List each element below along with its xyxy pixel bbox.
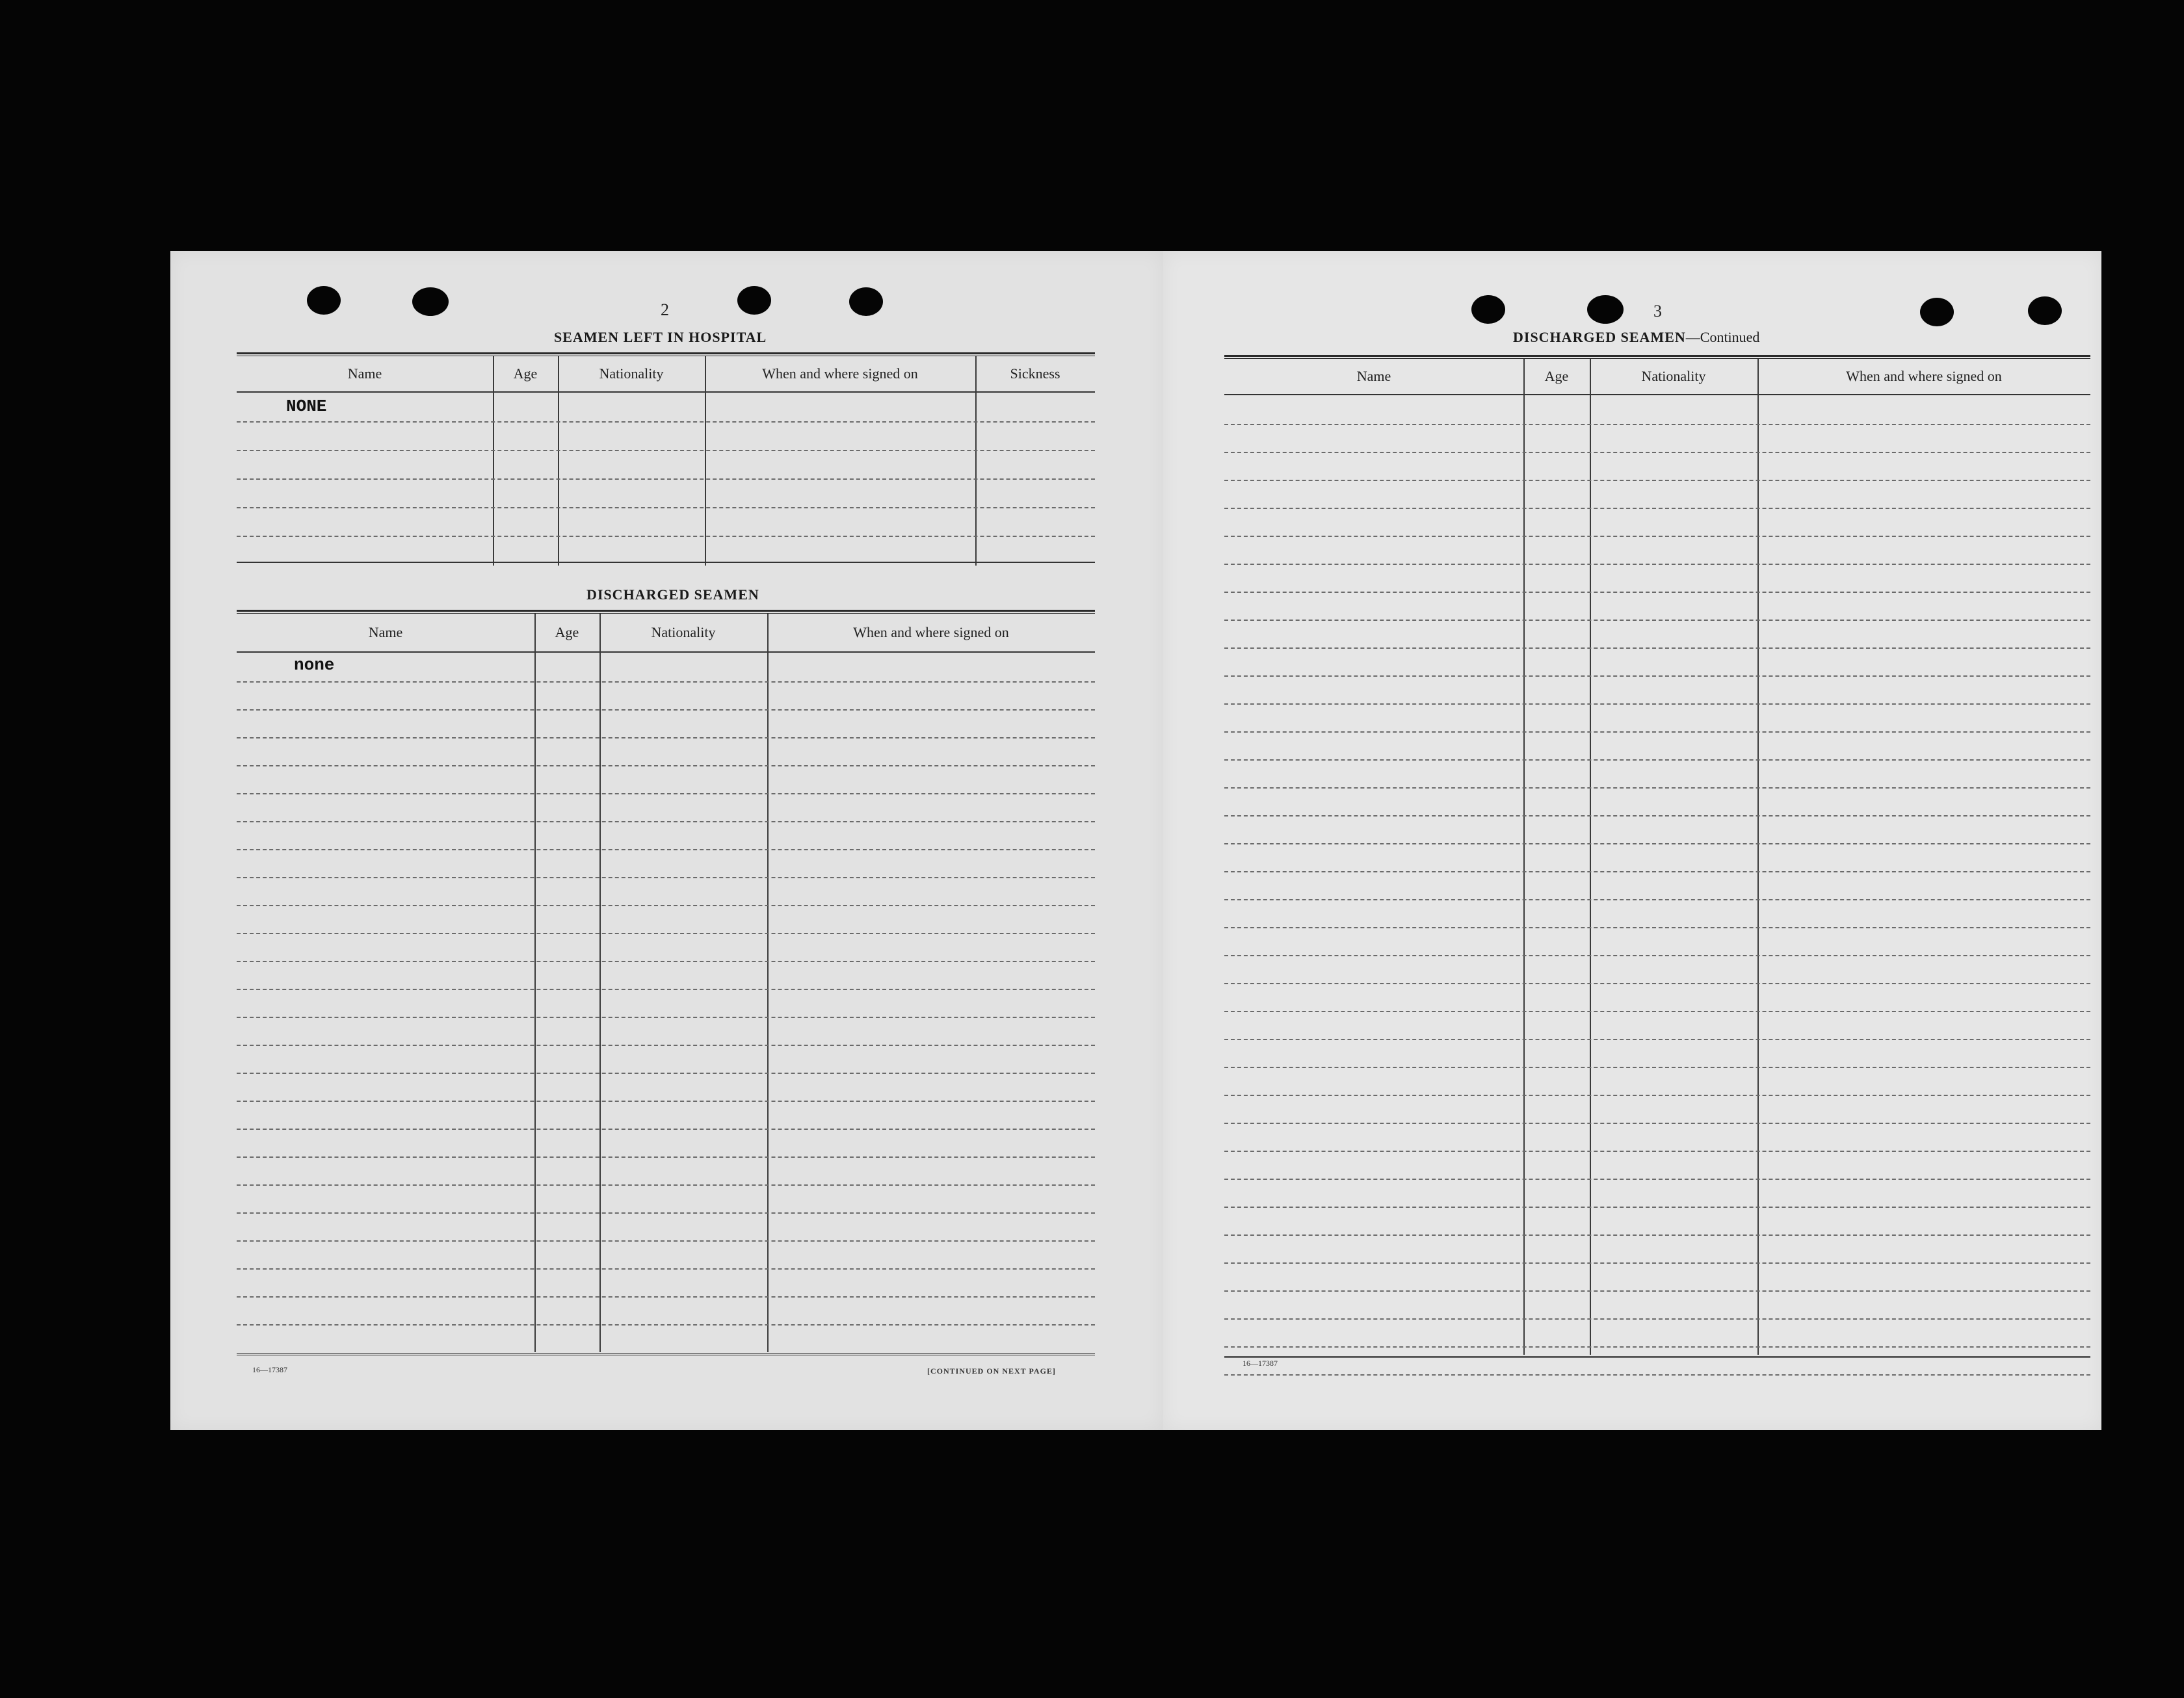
column-header-nationality: Nationality xyxy=(1641,368,1706,384)
row-line xyxy=(1224,843,2090,844)
discharged-continued-title-suffix: —Continued xyxy=(1685,329,1760,345)
hospital-section-title: SEAMEN LEFT IN HOSPITAL xyxy=(554,329,767,345)
row-line xyxy=(237,989,1095,990)
row-line xyxy=(237,478,1095,480)
row-line xyxy=(1224,1067,2090,1068)
table-bottom-rule xyxy=(1224,1356,2090,1358)
row-line xyxy=(1224,1290,2090,1292)
row-line xyxy=(237,1045,1095,1046)
row-line xyxy=(1224,871,2090,872)
punch-hole xyxy=(1587,295,1624,324)
column-divider xyxy=(975,356,977,566)
column-header-age: Age xyxy=(555,624,579,640)
column-header-name: Name xyxy=(368,624,403,640)
row-line xyxy=(237,507,1095,508)
discharged-table xyxy=(237,610,1095,1416)
right-page xyxy=(1163,251,2101,1430)
row-line xyxy=(1224,1095,2090,1096)
row-line xyxy=(237,1240,1095,1242)
row-line xyxy=(1224,480,2090,481)
row-line xyxy=(1224,675,2090,677)
column-header-signed-on: When and where signed on xyxy=(853,624,1009,640)
row-line xyxy=(1224,1011,2090,1012)
row-line xyxy=(1224,1123,2090,1124)
row-line xyxy=(237,681,1095,683)
column-header-age: Age xyxy=(513,365,538,382)
row-line xyxy=(237,1101,1095,1102)
row-line xyxy=(237,933,1095,934)
column-header-age: Age xyxy=(1544,368,1569,384)
row-line xyxy=(237,877,1095,878)
row-line xyxy=(237,737,1095,738)
hospital-table xyxy=(237,352,1095,567)
form-code: 16—17387 xyxy=(252,1365,287,1374)
table-bottom-rule xyxy=(237,562,1095,563)
row-line xyxy=(1224,424,2090,425)
form-code: 16—17387 xyxy=(1243,1359,1278,1368)
punch-hole xyxy=(849,287,883,316)
row-line xyxy=(1224,815,2090,816)
column-header-name: Name xyxy=(347,365,382,382)
row-line xyxy=(1224,620,2090,621)
column-divider xyxy=(558,356,559,566)
row-line xyxy=(237,536,1095,537)
page-number: 2 xyxy=(661,300,669,319)
row-line xyxy=(1224,1318,2090,1320)
row-line xyxy=(237,1073,1095,1074)
row-line xyxy=(1224,927,2090,928)
hospital-entry-name: NONE xyxy=(286,397,327,416)
left-page xyxy=(170,251,1163,1430)
table-bottom-rule xyxy=(237,1353,1095,1355)
row-line xyxy=(1224,759,2090,761)
row-line xyxy=(237,849,1095,850)
row-line xyxy=(237,1212,1095,1214)
column-header-nationality: Nationality xyxy=(599,365,664,382)
column-header-signed-on: When and where signed on xyxy=(762,365,918,382)
row-line xyxy=(1224,703,2090,705)
row-line xyxy=(1224,647,2090,649)
hospital-table-header xyxy=(237,356,1095,393)
discharged-continued-title xyxy=(1513,329,1759,346)
discharged-table-header xyxy=(237,614,1095,653)
column-header-signed-on: When and where signed on xyxy=(1846,368,2002,384)
discharged-section-title: DISCHARGED SEAMEN xyxy=(586,586,759,603)
row-line xyxy=(1224,452,2090,453)
row-line xyxy=(237,421,1095,423)
discharged-continued-header xyxy=(1224,359,2090,395)
row-line xyxy=(237,765,1095,766)
row-line xyxy=(1224,955,2090,956)
row-line xyxy=(237,1268,1095,1270)
row-line xyxy=(237,450,1095,451)
row-line xyxy=(237,821,1095,822)
punch-hole xyxy=(737,286,771,315)
row-line xyxy=(237,1324,1095,1326)
row-line xyxy=(1224,731,2090,733)
page-number: 3 xyxy=(1653,302,1662,320)
punch-hole xyxy=(412,287,449,316)
row-line xyxy=(1224,899,2090,900)
row-line xyxy=(237,961,1095,962)
row-line xyxy=(1224,592,2090,593)
row-line xyxy=(237,905,1095,906)
punch-hole xyxy=(1920,298,1954,326)
row-line xyxy=(1224,536,2090,537)
discharged-entry-name: none xyxy=(294,655,335,675)
row-line xyxy=(1224,564,2090,565)
row-line xyxy=(1224,1179,2090,1180)
discharged-continued-table xyxy=(1224,355,2090,1421)
punch-hole xyxy=(1471,295,1505,324)
row-line xyxy=(1224,1234,2090,1236)
row-line xyxy=(237,793,1095,794)
column-header-nationality: Nationality xyxy=(651,624,716,640)
row-line xyxy=(1224,1346,2090,1348)
punch-hole xyxy=(307,286,341,315)
punch-hole xyxy=(2028,296,2062,325)
row-line xyxy=(1224,787,2090,789)
column-divider xyxy=(705,356,706,566)
row-line xyxy=(237,1129,1095,1130)
row-line xyxy=(237,1184,1095,1186)
discharged-continued-title-main: DISCHARGED SEAMEN xyxy=(1513,329,1686,345)
row-line xyxy=(1224,983,2090,984)
row-line xyxy=(1224,1039,2090,1040)
row-line xyxy=(1224,1151,2090,1152)
row-line xyxy=(1224,1262,2090,1264)
row-line xyxy=(237,1156,1095,1158)
row-line xyxy=(237,1296,1095,1298)
row-line xyxy=(1224,508,2090,509)
row-line xyxy=(237,1017,1095,1018)
column-header-name: Name xyxy=(1356,368,1391,384)
row-line xyxy=(1224,1207,2090,1208)
row-line xyxy=(237,709,1095,711)
column-divider xyxy=(493,356,494,566)
row-line xyxy=(1224,1374,2090,1376)
continued-note: [CONTINUED ON NEXT PAGE] xyxy=(927,1366,1056,1376)
column-header-sickness: Sickness xyxy=(1010,365,1060,382)
